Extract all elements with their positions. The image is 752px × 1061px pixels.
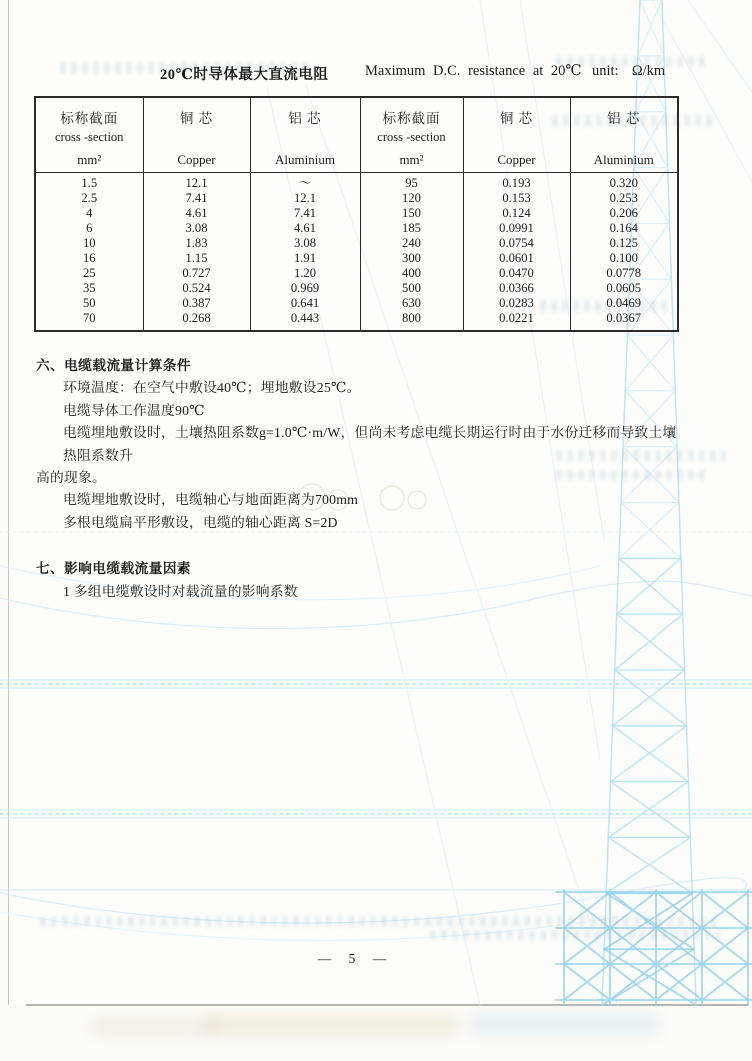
table-cell: 7.41 (250, 206, 360, 221)
table-cell: 300 (360, 251, 463, 266)
table-cell: 1.15 (143, 251, 250, 266)
table-cell: 3.08 (143, 221, 250, 236)
table-cell: 1.91 (250, 251, 360, 266)
table-cell: 0.727 (143, 266, 250, 281)
title-english: Maximum D.C. resistance at 20℃ (365, 63, 582, 79)
table-cell: 0.0605 (570, 281, 678, 296)
table-row (35, 221, 678, 236)
table-cell: 4.61 (250, 221, 360, 236)
table-cell: 35 (35, 281, 143, 296)
section-6-heading: 六、电缆载流量计算条件 (36, 358, 192, 373)
table-row (35, 296, 678, 311)
col-header-aluminium: 铝 芯 Aluminium (570, 97, 678, 173)
table-cell: 0.164 (570, 221, 678, 236)
table-cell: 3.08 (250, 236, 360, 251)
table-cell: 0.0991 (463, 221, 570, 236)
table-cell: 0.193 (463, 173, 570, 192)
table-cell: 240 (360, 236, 463, 251)
table-cell: 0.0283 (463, 296, 570, 311)
table-cell: 500 (360, 281, 463, 296)
table-cell: 0.0367 (570, 311, 678, 331)
col-header-copper: 铜 芯 Copper (463, 97, 570, 173)
table-row (35, 236, 678, 251)
table-row (35, 266, 678, 281)
table-cell: ～ (250, 173, 360, 192)
col-header-cross-section: 标称截面 cross -section mm² (35, 97, 143, 173)
table-cell: 0.125 (570, 236, 678, 251)
section-6-line: 高的现象。 (36, 470, 106, 486)
table-row (35, 206, 678, 221)
table-cell: 0.443 (250, 311, 360, 331)
title-chinese: 20℃时导体最大直流电阻 (160, 67, 329, 83)
table-cell: 0.0221 (463, 311, 570, 331)
col-header-aluminium: 铝 芯 Aluminium (250, 97, 360, 173)
table-cell: 400 (360, 266, 463, 281)
table-cell: 0.0778 (570, 266, 678, 281)
section-6-line: 环境温度：在空气中敷设40℃；埋地敷设25℃。 (63, 380, 361, 396)
table-cell: 185 (360, 221, 463, 236)
col-header-copper: 铜 芯 Copper (143, 97, 250, 173)
table-row (35, 173, 678, 192)
table-cell: 4 (35, 206, 143, 221)
table-cell: 800 (360, 311, 463, 331)
table-cell: 0.0366 (463, 281, 570, 296)
table-cell: 1.20 (250, 266, 360, 281)
page-number: — 5 — (317, 951, 394, 966)
table-header (35, 97, 678, 173)
table-cell: 150 (360, 206, 463, 221)
table-row (35, 311, 678, 331)
table-cell: 6 (35, 221, 143, 236)
table-cell: 25 (35, 266, 143, 281)
section-6-line: 多根电缆扁平形敷设，电缆的轴心距离 S=2D (63, 514, 338, 530)
table-cell: 0.153 (463, 191, 570, 206)
table-cell: 7.41 (143, 191, 250, 206)
table-cell: 50 (35, 296, 143, 311)
table-cell: 0.0470 (463, 266, 570, 281)
table-cell: 12.1 (250, 191, 360, 206)
text-sections (36, 355, 688, 603)
table-title-row (0, 63, 752, 83)
table-cell: 120 (360, 191, 463, 206)
table-row (35, 251, 678, 266)
table-cell: 10 (35, 236, 143, 251)
section-6-line: 电缆埋地敷设时，土壤热阻系数g=1.0℃·m/W，但尚未考虑电缆长期运行时由于水份迁移而导致土壤热阻系数升 (63, 425, 677, 463)
section-6-line: 电缆导体工作温度90℃ (63, 402, 205, 418)
table-cell: 2.5 (35, 191, 143, 206)
table-cell: 0.253 (570, 191, 678, 206)
table-cell: 70 (35, 311, 143, 331)
table-cell: 630 (360, 296, 463, 311)
table-cell: 4.61 (143, 206, 250, 221)
unit-word: unit: (592, 63, 619, 79)
table-cell: 0.268 (143, 311, 250, 331)
table-cell: 0.524 (143, 281, 250, 296)
table-cell: 0.387 (143, 296, 250, 311)
table-cell: 0.100 (570, 251, 678, 266)
unit-value: Ω/km (631, 63, 666, 79)
table-body (35, 173, 678, 332)
table-cell: 0.124 (463, 206, 570, 221)
table-cell: 0.0469 (570, 296, 678, 311)
table-row (35, 191, 678, 206)
table-row (35, 281, 678, 296)
section-7-heading: 七、影响电缆载流量因素 (36, 561, 192, 577)
table-cell: 16 (35, 251, 143, 266)
col-header-cross-section: 标称截面 cross -section mm² (360, 97, 463, 173)
table-cell: 0.641 (250, 296, 360, 311)
section-6-line: 电缆埋地敷设时，电缆轴心与地面距离为700mm (63, 492, 359, 508)
table-cell: 1.83 (143, 236, 250, 251)
table-cell: 0.0754 (463, 236, 570, 251)
resistance-table (34, 96, 679, 332)
table-cell: 0.206 (570, 206, 678, 221)
table-cell: 0.320 (570, 173, 678, 192)
table-cell: 0.0601 (463, 251, 570, 266)
table-cell: 12.1 (143, 173, 250, 192)
section-7-line: 1 多组电缆敷设时对载流量的影响系数 (63, 583, 298, 599)
unit-label (592, 63, 665, 80)
table-cell: 95 (360, 173, 463, 192)
table-cell: 1.5 (35, 173, 143, 192)
table-cell: 0.969 (250, 281, 360, 296)
